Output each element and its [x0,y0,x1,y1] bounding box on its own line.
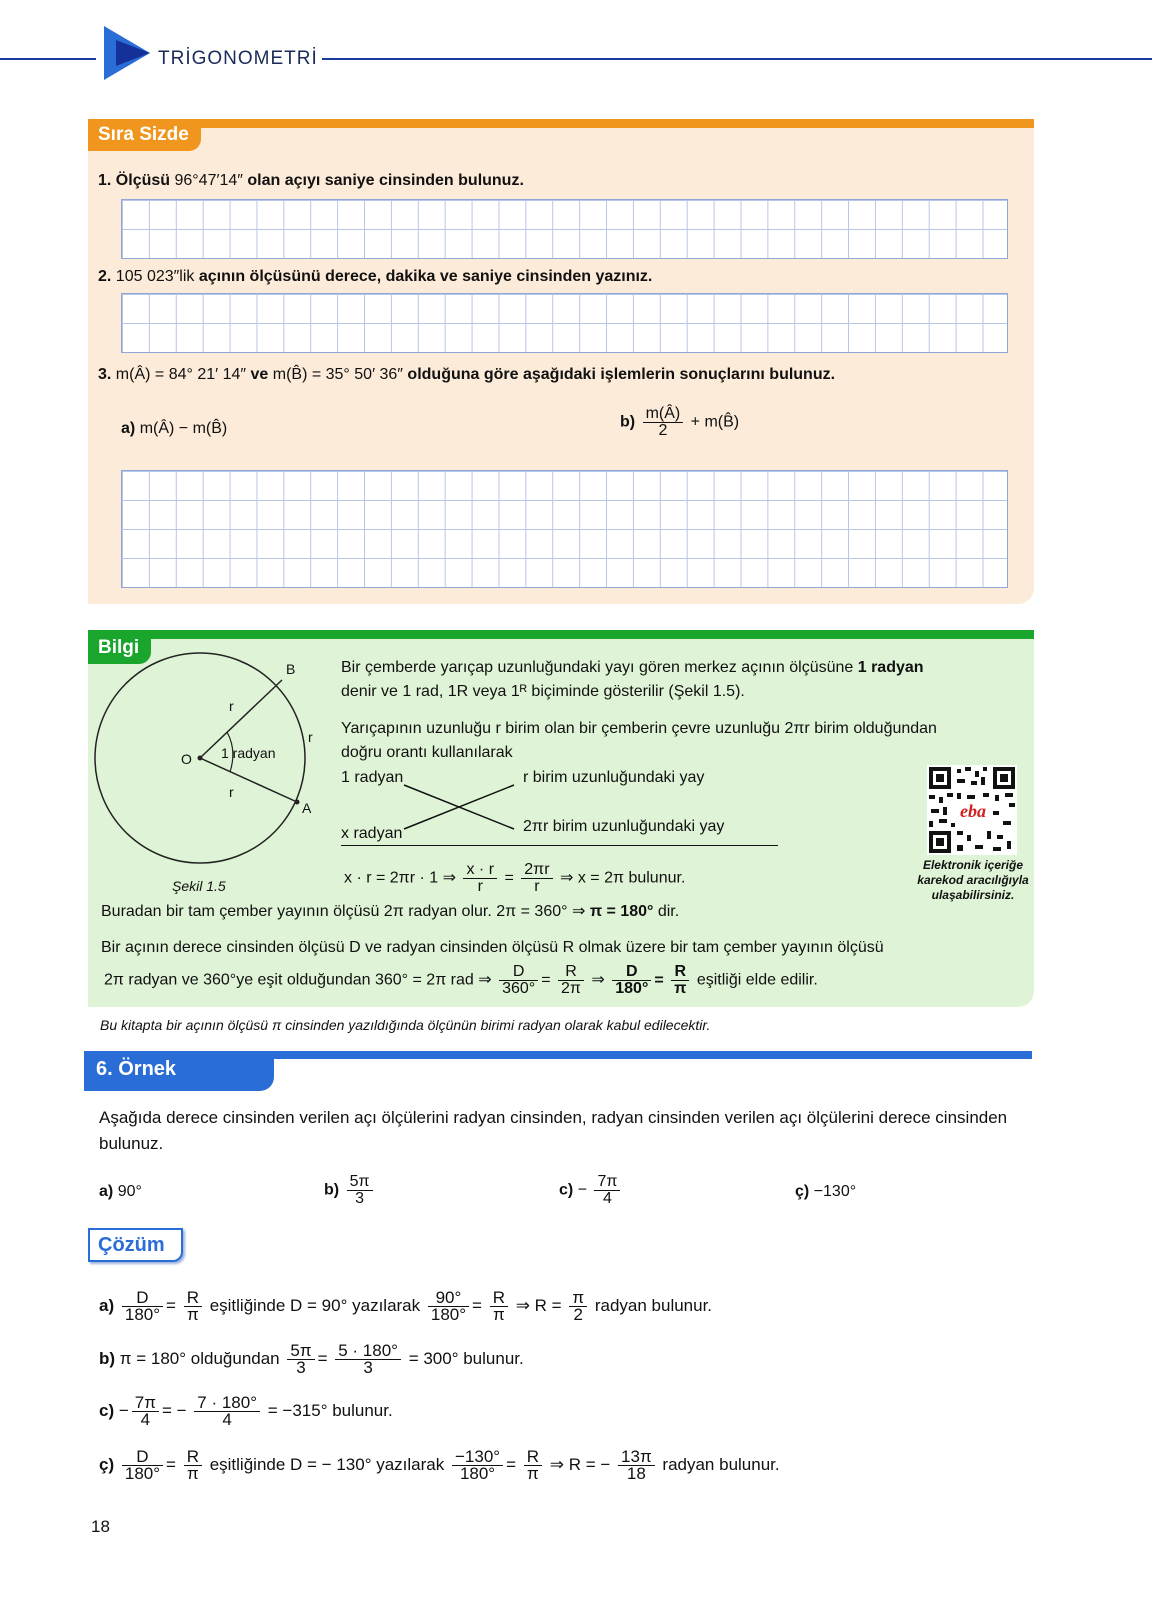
bilgi-p5: 2π radyan ve 360°ye eşit olduğundan 360° = 2π rad ⇒ $\frac{D}{360^\circ}$ = $\frac{R}{2\pi}$ ⇒ $\frac{D}{180^\circ}$ = $\frac{R}{\pi}$ eşitliği elde edilir. [104,963,818,997]
bilgi-eq-line: x · r = 2πr · 1 ⇒ $\frac{x \cdot r}{r}$ = $\frac{2\pi r}{r}$ ⇒ x = 2π bulunur. [344,861,686,895]
cross-multiply-lines [402,782,517,832]
q3-ve: ve [250,366,269,383]
eq-frac-1: $\frac{x \cdot r}{r}$ [463,862,497,895]
fig-label-A: A [302,800,312,816]
ornek-item-c: c) − $\frac{7\pi}{4}$ [559,1174,623,1207]
prop-left-top: 1 radyan [341,769,404,786]
q3b [620,406,739,439]
cozum-tag: Çözüm [88,1228,183,1262]
q3a [121,420,227,438]
cozum-d: ç) $\frac{D}{180^\circ}$ = $\frac{R}{\pi}$ eşitliğinde D = − 130° yazılarak $\frac{-130^\circ}{180^\circ}$ = $\frac{R}{\pi}$ ⇒ R = − $\frac{13\pi}{18}$ radyan bulunur. [99,1447,780,1483]
header-title: TRİGONOMETRİ [158,48,318,69]
qr-code-icon[interactable] [927,765,1017,855]
fig-label-B: B [286,661,296,677]
q3b-rest: + m(B̂) [690,413,740,431]
header-triangle-icon [104,26,150,80]
fig-label-r1: r [229,698,234,714]
prop-right-top: r birim uzunluğundaki yay [523,769,705,786]
bilgi-bar [88,630,1034,639]
q2-text: açının ölçüsünü derece, dakika ve saniye cinsinden yazınız. [198,268,653,285]
bilgi-p4: Bir açının derece cinsinden ölçüsü D ve radyan cinsinden ölçüsü R olmak üzere bir tam çember yayının ölçüsü [101,939,884,956]
question-2 [98,268,652,286]
figure-caption: Şekil 1.5 [172,878,226,894]
answer-grid-1[interactable] [121,199,1008,259]
q1-angle: 96°47′14″ [174,172,243,189]
q3-mA: m(Â) = 84° 21′ 14″ [115,366,247,383]
q3a-expr: m(Â) − m(B̂) [139,420,228,437]
prop-left-bot: x radyan [341,825,403,842]
ornek-item-b: b) $\frac{5\pi}{3}$ [324,1174,376,1207]
radian-circle-diagram [92,650,332,865]
fig-label-radyan: 1 radyan [221,745,276,761]
bilgi-p1: Bir çemberde yarıçap uzunluğundaki yayı gören merkez açının ölçüsüne 1 radyan denir ve 1 rad, 1R veya 1ᴿ biçiminde gösterilir (Şekil 1.5). [341,659,924,700]
q1-text: olan açıyı saniye cinsinden bulunuz. [247,172,524,189]
q3-number: 3. [98,366,112,383]
question-3 [98,366,835,384]
answer-grid-3[interactable] [121,470,1008,588]
q1-prefix: Ölçüsü [115,172,171,189]
question-1 [98,172,524,190]
header-line-right [322,58,1152,60]
cozum-c: c) − $\frac{7\pi}{4}$ = − $\frac{7 \cdot 180^\circ}{4}$ = −315° bulunur. [99,1393,393,1429]
q3b-label: b) [620,413,636,431]
prop-right-bot: 2πr birim uzunluğundaki yay [523,818,725,835]
cozum-b: b) π = 180° olduğundan $\frac{5\pi}{3}$ = $\frac{5 \cdot 180^\circ}{3}$ = 300° bulunur. [99,1341,524,1377]
bilgi-p2: Yarıçapının uzunluğu r birim olan bir çemberin çevre uzunluğu 2πr birim olduğundan doğru orantı kullanılarak [341,720,937,761]
fig-label-r3: r [229,784,234,800]
proportion-rule [341,845,778,846]
q3b-fraction: $\frac{m(Â)}{2}$ [643,406,684,439]
ornek-tag: 6. Örnek [84,1051,274,1091]
q2-number: 2. [98,268,112,285]
q3a-label: a) [121,420,136,437]
fig-label-O: O [181,751,192,767]
header-line-left [0,58,96,60]
ornek-item-d: ç) −130° [795,1183,857,1200]
sira-sizde-bar [88,119,1034,128]
page-number: 18 [91,1517,110,1536]
footnote: Bu kitapta bir açının ölçüsü π cinsinden yazıldığında ölçünün birimi radyan olarak kabul edilecektir. [100,1017,711,1033]
ornek-text: Aşağıda derece cinsinden verilen açı ölçülerini radyan cinsinden, radyan cinsinden verilen açı ölçülerini derece cinsinden bulunuz. [99,1108,1008,1153]
bilgi-p3: Buradan bir tam çember yayının ölçüsü 2π radyan olur. 2π = 360° ⇒ π = 180° dir. [101,903,680,920]
eq-frac-2: $\frac{2\pi r}{r}$ [521,862,552,895]
ornek-item-a: a) 90° [99,1183,142,1200]
svg-text:eba: eba [960,801,986,821]
cozum-a: a) $\frac{D}{180^\circ}$ = $\frac{R}{\pi}$ eşitliğinde D = 90° yazılarak $\frac{90^\circ}{180^\circ}$ = $\frac{R}{\pi}$ ⇒ R = $\frac{\pi}{2}$ radyan bulunur. [99,1288,713,1324]
answer-grid-2[interactable] [121,293,1008,353]
bilgi-tag: Bilgi [88,634,151,664]
q1-number: 1. [98,172,112,189]
fig-label-r2: r [308,729,313,745]
q2-value: 105 023″lik [115,268,195,285]
sira-sizde-tag: Sıra Sizde [88,121,201,151]
q3-text: olduğuna göre aşağıdaki işlemlerin sonuçlarını bulunuz. [407,366,836,383]
qr-caption: Elektronik içeriğe karekod aracılığıyla ulaşabilirsiniz. [917,858,1029,902]
q3-mB: m(B̂) = 35° 50′ 36″ [272,366,403,383]
